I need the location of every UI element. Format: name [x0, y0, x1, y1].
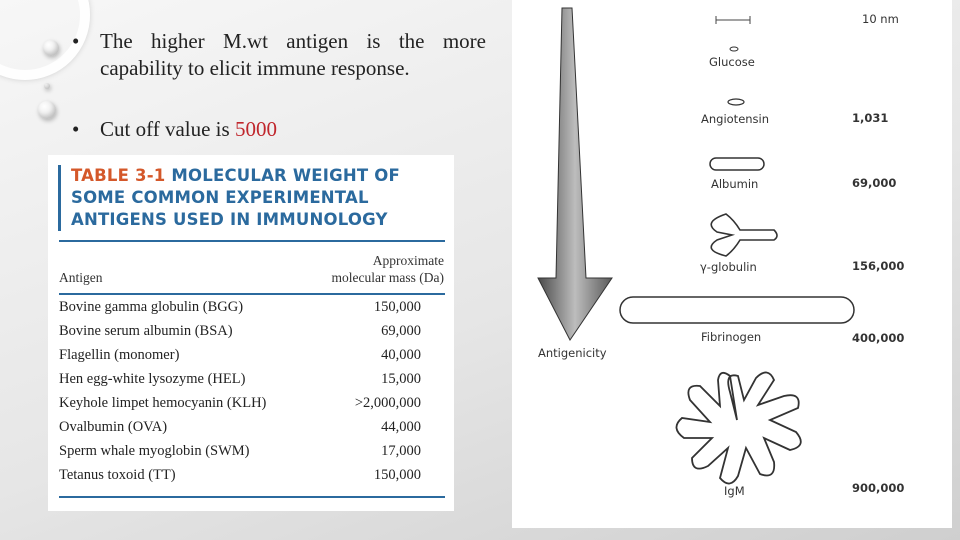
table-row: [59, 467, 421, 491]
table-title: [58, 165, 451, 231]
antigen-name: Ovalbumin (OVA): [59, 419, 168, 435]
cutoff-value: 5000: [234, 117, 277, 141]
column-header-mass-line1: Approximate: [372, 253, 444, 268]
molecule-label-igm: IgM: [724, 484, 745, 498]
table-row: [59, 443, 421, 467]
scale-bar: [716, 16, 750, 24]
column-header-mass-line2: molecular mass (Da): [331, 270, 444, 285]
antigen-name: Flagellin (monomer): [59, 347, 180, 363]
molecule-value-gamma-globulin: 156,000: [852, 259, 905, 273]
molecule-value-fibrinogen: 400,000: [852, 331, 905, 345]
gamma-globulin-shape: [711, 214, 777, 256]
water-drop: [43, 40, 59, 56]
table-row: [59, 395, 421, 419]
antigen-size-diagram: [512, 0, 952, 528]
table-row: [59, 419, 421, 443]
fibrinogen-shape: [620, 297, 854, 323]
molecule-label-angiotensin: Angiotensin: [701, 112, 770, 126]
table-divider: [59, 240, 445, 242]
antigenicity-arrow: [538, 8, 612, 340]
bullet-symbol: •: [72, 117, 80, 141]
antigen-name: Bovine gamma globulin (BGG): [59, 299, 244, 315]
bullet-text: Cut off value is: [100, 117, 235, 141]
angiotensin-shape: [728, 99, 744, 105]
water-drop: [44, 83, 50, 89]
table-row: [59, 371, 421, 395]
antigen-name: Sperm whale myoglobin (SWM): [59, 443, 250, 459]
column-header-antigen: Antigen: [59, 270, 103, 285]
column-header-mass: [332, 252, 444, 286]
bullet-symbol: •: [72, 29, 80, 53]
molecular-mass: 150,000: [373, 467, 421, 483]
molecule-value-angiotensin: 1,031: [852, 111, 889, 125]
antigen-name: Bovine serum albumin (BSA): [59, 323, 233, 339]
molecular-mass: 15,000: [381, 371, 421, 387]
bullet-text: The higher M.wt antigen is the more capability to elicit immune response.: [100, 29, 486, 80]
molecule-label-fibrinogen: Fibrinogen: [701, 330, 762, 344]
molecular-mass: 17,000: [381, 443, 421, 459]
molecular-mass: 150,000: [373, 299, 421, 315]
table-divider: [59, 496, 445, 498]
molecule-value-igm: 900,000: [852, 481, 905, 495]
molecular-weight-table: [48, 155, 454, 511]
scale-label: 10 nm: [862, 12, 899, 26]
antigen-name: Keyhole limpet hemocyanin (KLH): [59, 395, 267, 411]
bullet-item: [72, 28, 486, 82]
glucose-shape: [730, 47, 738, 51]
water-drop: [38, 101, 56, 119]
molecular-mass: >2,000,000: [354, 395, 421, 411]
molecule-label-gamma-globulin: γ-globulin: [700, 260, 757, 274]
table-title-text: MOLECULAR WEIGHT OF SOME COMMON EXPERIMENTAL ANTIGENS USED IN IMMUNOLOGY: [71, 166, 400, 229]
bullet-item: [72, 116, 486, 143]
antigen-name: Tetanus toxoid (TT): [59, 467, 176, 483]
arrow-label: Antigenicity: [538, 346, 607, 360]
antigen-name: Hen egg-white lysozyme (HEL): [59, 371, 246, 387]
igm-shape: [676, 372, 800, 483]
table-number: TABLE 3-1: [71, 166, 166, 185]
molecule-label-albumin: Albumin: [711, 177, 759, 191]
table-row: [59, 347, 421, 371]
table-row: [59, 323, 421, 347]
molecular-mass: 40,000: [381, 347, 421, 363]
albumin-shape: [710, 158, 764, 170]
table-divider: [59, 293, 445, 295]
table-row: [59, 299, 421, 323]
molecular-mass: 44,000: [381, 419, 421, 435]
molecule-value-albumin: 69,000: [852, 176, 897, 190]
molecule-label-glucose: Glucose: [709, 55, 755, 69]
molecular-mass: 69,000: [381, 323, 421, 339]
